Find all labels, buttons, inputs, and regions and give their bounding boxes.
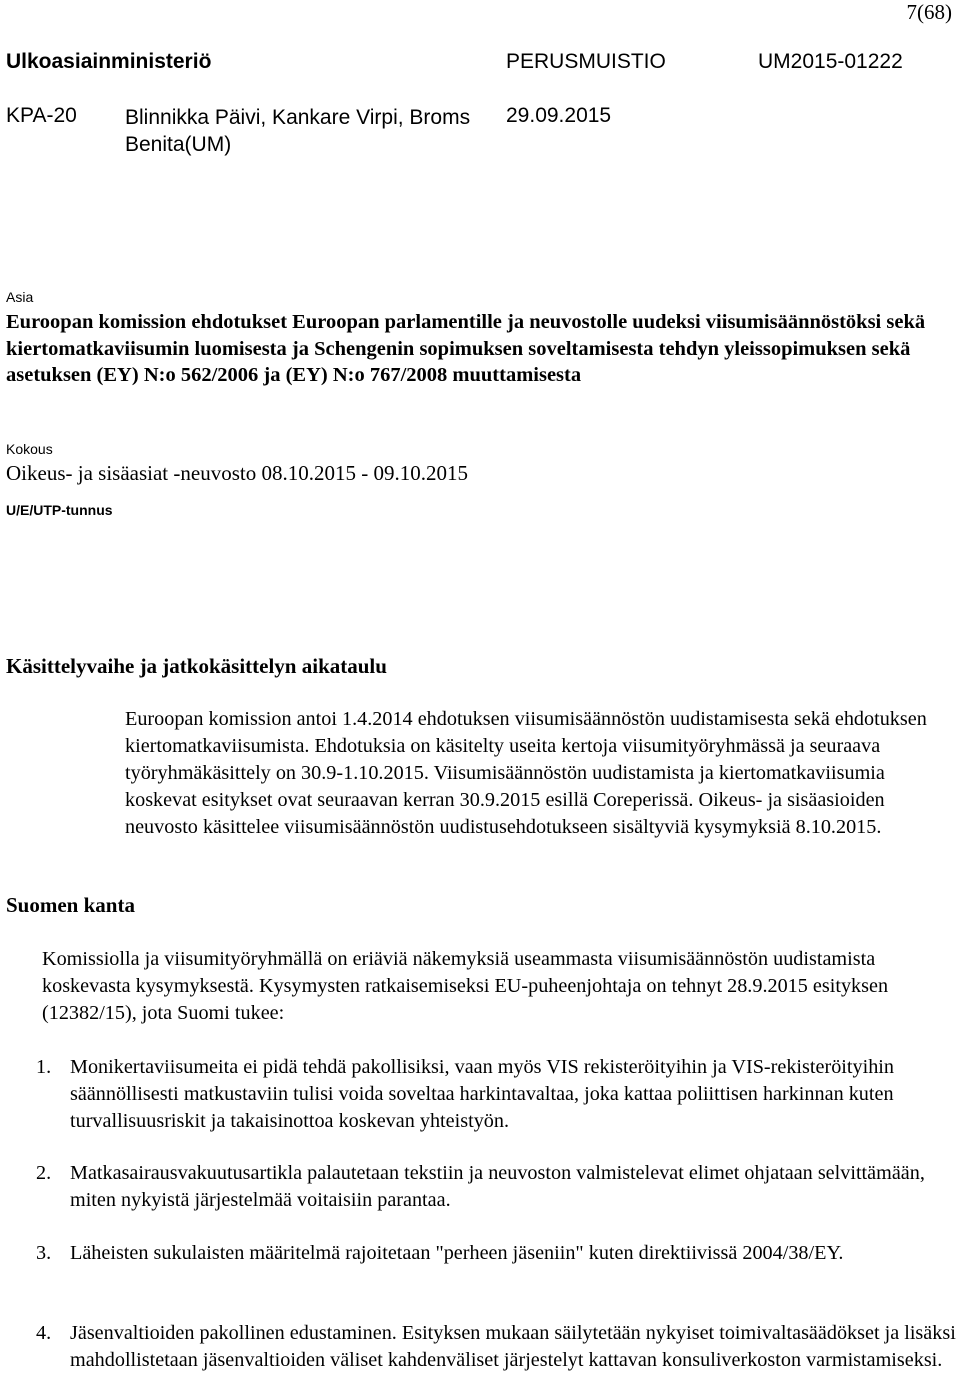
unit-code: KPA-20	[6, 104, 77, 127]
list-item-text: Läheisten sukulaisten määritelmä rajoitetaan "perheen jäseniin" kuten direktiivissä 2004/38/EY.	[70, 1242, 844, 1264]
page-number: 7(68)	[906, 0, 952, 24]
subject-label: Asia	[6, 289, 34, 305]
document-id: UM2015-01222	[758, 50, 903, 73]
position-intro: Komissiolla ja viisumityöryhmällä on eriäviä näkemyksiä useammasta viisumisäännöstön uudistamista koskevasta kysymyksestä. Kysymysten ratkaisemiseksi EU-puheenjohtaja on tehnyt 28.9.2015 esityksen (12382/15), jota Suomi tukee:	[42, 948, 889, 1024]
list-item	[36, 1054, 956, 1135]
meeting-text: Oikeus- ja sisäasiat -neuvosto 08.10.2015 - 09.10.2015	[6, 461, 468, 485]
list-item-number: 1.	[36, 1056, 52, 1078]
uid-label: U/E/UTP-tunnus	[6, 502, 113, 518]
authors: Blinnikka Päivi, Kankare Virpi, Broms Benita(UM)	[125, 106, 471, 156]
list-item	[36, 1160, 956, 1214]
list-item	[36, 1240, 956, 1267]
list-item-number: 4.	[36, 1322, 52, 1344]
document-type: PERUSMUISTIO	[506, 50, 666, 73]
schedule-text: Euroopan komission antoi 1.4.2014 ehdotuksen viisumisäännöstön uudistamisesta sekä ehdotuksen kiertomatkaviisumista. Ehdotuksia on käsitelty useita kertoja viisumityöryhmässä ja seuraava työryhmäkäsittely on 30.9-1.10.2015. Viisumisäännöstön uudistamista ja kiertomatkaviisumia koskevat esitykset ovat seuraavan kerran 30.9.2015 esillä Coreperissä. Oikeus- ja sisäasioiden neuvosto käsittelee viisumisäännöstön uudistusehdotukseen sisältyviä kysymyksiä 8.10.2015.	[125, 708, 927, 838]
list-item-text: Matkasairausvakuutusartikla palautetaan tekstiin ja neuvoston valmistelevat elimet ohjataan selvittämään, miten nykyistä järjestelmää voitaisiin parantaa.	[70, 1162, 925, 1211]
position-heading: Suomen kanta	[6, 893, 135, 917]
organization-name: Ulkoasiainministeriö	[6, 50, 212, 73]
list-item-number: 3.	[36, 1242, 52, 1264]
subject-text: Euroopan komission ehdotukset Euroopan parlamentille ja neuvostolle uudeksi viisumisäännöstöksi sekä kiertomatkaviisumin luomisesta ja Schengenin sopimuksen soveltamisesta tehdyn yleissopimuksen sekä asetuksen (EY) N:o 562/2006 ja (EY) N:o 767/2008 muuttamisesta	[6, 311, 926, 386]
meeting-label: Kokous	[6, 441, 53, 457]
schedule-heading: Käsittelyvaihe ja jatkokäsittelyn aikataulu	[6, 654, 387, 678]
list-item-number: 2.	[36, 1162, 52, 1184]
list-item	[36, 1320, 956, 1374]
list-item-text: Monikertaviisumeita ei pidä tehdä pakollisiksi, vaan myös VIS rekisteröityihin ja VIS-rekisteröityihin säännöllisesti matkustaviin tulisi voida soveltaa harkintavaltaa, joka kattaa poliittisen harkinnan kuten turvallisuusriskit ja takaisinottoa koskevan yhteistyön.	[70, 1056, 895, 1132]
list-item-text: Jäsenvaltioiden pakollinen edustaminen. Esityksen mukaan säilytetään nykyiset toimivaltasäädökset ja lisäksi mahdollistetaan jäsenvaltioiden väliset kahdenväliset järjestelyt kattavan konsuliverkoston varmistamiseksi.	[70, 1322, 956, 1371]
document-date: 29.09.2015	[506, 104, 612, 127]
